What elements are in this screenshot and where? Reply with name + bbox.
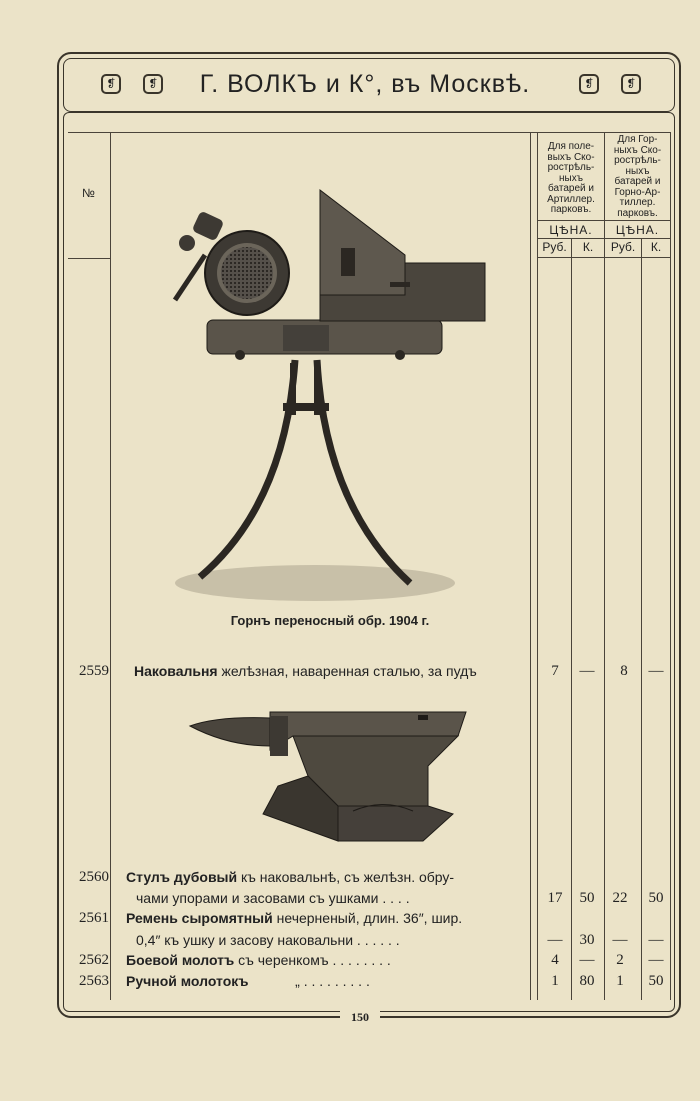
page-number: 150 <box>340 1010 380 1025</box>
price-kop: — <box>579 952 595 968</box>
price-kop: 50 <box>648 973 664 989</box>
page-title: Г. ВОЛКЪ и К°, въ Москвѣ. <box>199 70 531 98</box>
price-kop: — <box>579 663 595 679</box>
row-description-line2: 0,4″ къ ушку и засову наковальни . . . . . . <box>136 932 400 948</box>
row-description <box>134 663 477 679</box>
price-rub: 8 <box>620 663 628 679</box>
price-rub: 22 <box>612 890 628 906</box>
column-rule <box>571 238 572 1000</box>
item-name: Стулъ дубовый <box>126 869 238 885</box>
header-rule <box>537 238 670 239</box>
price-rub: 17 <box>547 890 563 906</box>
price-label: ЦѢНА. <box>615 223 660 237</box>
column-rule <box>537 132 538 1000</box>
item-details: къ наковальнѣ, съ желѣзн. обру- <box>237 869 455 885</box>
header-rule <box>68 258 110 259</box>
row-number: 2562 <box>79 952 109 968</box>
price-kop: 50 <box>648 890 664 906</box>
number-column-label: № <box>82 186 95 200</box>
row-number: 2561 <box>79 910 109 926</box>
item-details: съ черенкомъ . . . . . . . . <box>234 952 391 968</box>
price-kop: — <box>648 663 664 679</box>
price-rub: 7 <box>551 663 559 679</box>
price-kop: 80 <box>579 973 595 989</box>
forge-caption: Горнъ переносный обр. 1904 г. <box>230 613 430 628</box>
row-description <box>126 973 370 989</box>
price-rub: — <box>612 932 628 948</box>
price-kop: — <box>648 952 664 968</box>
item-name: Наковальня <box>134 663 218 679</box>
price-kop: 50 <box>579 890 595 906</box>
kop-label: К. <box>650 240 662 254</box>
price-kop: — <box>648 932 664 948</box>
header-rule <box>537 220 670 221</box>
row-description <box>126 952 391 968</box>
row-number: 2559 <box>79 663 109 679</box>
item-details: нечерненый, длин. 36″, шир. <box>272 910 463 926</box>
header-rule <box>537 257 670 258</box>
ornament-icon: ❡ <box>101 74 121 94</box>
item-name: Ручной молотокъ <box>126 973 249 989</box>
price-rub: 1 <box>616 973 624 989</box>
row-number: 2563 <box>79 973 109 989</box>
row-description-line2: чами упорами и засовами съ ушками . . . . <box>136 890 410 906</box>
item-details: желѣзная, наваренная сталью, за пудъ <box>217 663 477 679</box>
column-rule <box>110 132 111 1000</box>
ornament-icon: ❡ <box>579 74 599 94</box>
price-label: ЦѢНА. <box>549 223 593 237</box>
column-rule <box>530 132 531 1000</box>
portable-forge-illustration <box>165 185 495 605</box>
price-rub: 1 <box>551 973 559 989</box>
header-rule <box>68 132 670 133</box>
rub-label: Руб. <box>542 240 567 254</box>
column-rule <box>641 238 642 1000</box>
rub-label: Руб. <box>610 240 636 254</box>
column-rule <box>670 132 671 1000</box>
column-rule <box>604 132 605 1000</box>
ornament-icon: ❡ <box>621 74 641 94</box>
item-details: „ . . . . . . . . . <box>248 973 370 989</box>
row-number: 2560 <box>79 869 109 885</box>
price-rub: 4 <box>551 952 559 968</box>
price-rub: 2 <box>616 952 624 968</box>
row-description <box>126 869 454 885</box>
price-rub: — <box>547 932 563 948</box>
item-name: Ремень сыромятный <box>126 910 273 926</box>
row-description <box>126 910 462 926</box>
anvil-illustration <box>188 706 473 846</box>
mountain-batteries-header: Для Гор- ныхъ Ско- рострѣль- ныхъ батарей и Горно-Ар- тиллер. парковъ. <box>613 134 662 219</box>
item-name: Боевой молотъ <box>126 952 235 968</box>
ornament-icon: ❡ <box>143 74 163 94</box>
kop-label: К. <box>582 240 594 254</box>
price-kop: 30 <box>579 932 595 948</box>
field-batteries-header: Для поле- выхъ Ско- рострѣль- ныхъ батарей и Артиллер. парковъ. <box>547 141 595 215</box>
